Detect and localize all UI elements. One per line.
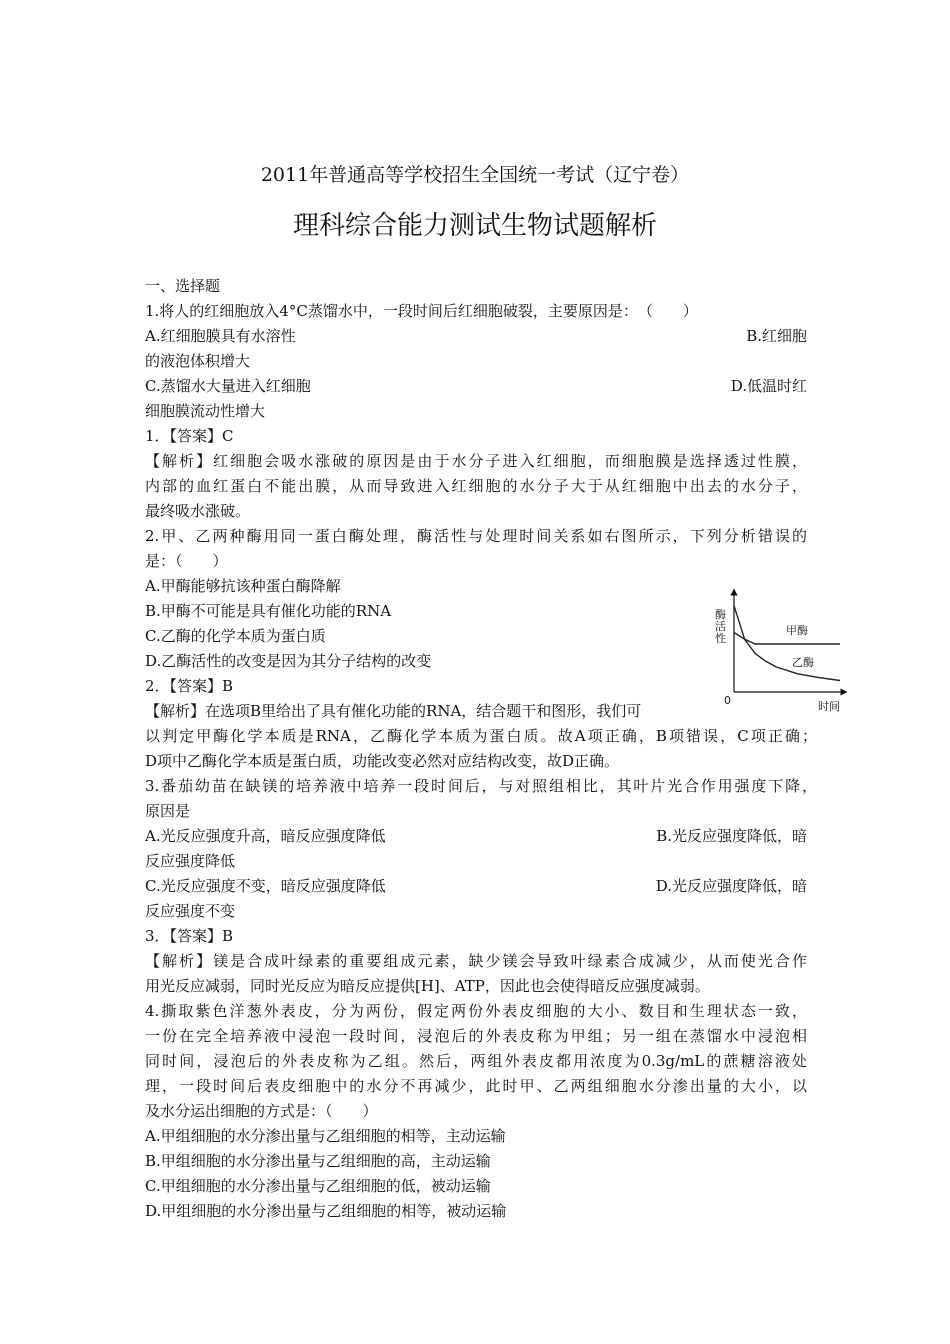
q1-explanation-line: 最终吸水涨破。 — [145, 502, 251, 520]
series-line-2 — [734, 606, 840, 681]
q1-options-cd — [145, 374, 807, 399]
q3-stem-cont: 原因是 — [145, 802, 191, 820]
exam-title: 2011年普通高等学校招生全国统一考试（辽宁卷） — [260, 164, 690, 186]
q1-option-b: B.红细胞 — [746, 327, 807, 345]
q3-explanation-line: 【解析】镁是合成叶绿素的重要组成元素，缺少镁会导致叶绿素合成减少，从而使光合作 — [145, 952, 807, 970]
q2-explanation-line: D项中乙酶化学本质是蛋白质，功能改变必然对应结构改变，故D正确。 — [145, 752, 620, 770]
q1-stem: 1.将人的红细胞放入4°C蒸馏水中，一段时间后红细胞破裂，主要原因是： （ ） — [145, 302, 698, 320]
q2-stem-cont: 是：（ ） — [145, 552, 228, 570]
q3-options-ab — [145, 824, 807, 849]
q3-option-d-cont: 反应强度不变 — [145, 902, 236, 920]
q2-option-d: D.乙酶活性的改变是因为其分子结构的改变 — [145, 652, 432, 670]
q3-stem: 3.番茄幼苗在缺镁的培养液中培养一段时间后，与对照组相比，其叶片光合作用强度下降， — [145, 777, 817, 795]
q1-option-d-cont: 细胞膜流动性增大 — [145, 402, 266, 420]
q4-stem-cont: 一份在完全培养液中浸泡一段时间，浸泡后的外表皮称为甲组；另一组在蒸馏水中浸泡相 — [145, 1027, 807, 1045]
q4-option-b: B.甲组细胞的水分渗出量与乙组细胞的高，主动运输 — [145, 1152, 491, 1170]
q1-answer: 1．【答案】C — [145, 427, 234, 445]
q4-stem-cont: 理，一段时间后表皮细胞中的水分不再减少，此时甲、乙两组细胞水分渗出量的大小，以 — [145, 1077, 807, 1095]
q2-explanation-line: 【解析】在选项B里给出了具有催化功能的RNA，结合题干和图形，我们可 — [145, 702, 642, 720]
q3-answer: 3．【答案】B — [145, 927, 234, 945]
q1-explanation-line: 内部的血红蛋白不能出膜，从而导致进入红细胞的水分子大于从红细胞中出去的水分子， — [145, 477, 807, 495]
q2-option-b: B.甲酶不可能是具有催化功能的RNA — [145, 602, 392, 620]
q3-explanation-line: 用光反应减弱，同时光反应为暗反应提供[H]、ATP，因此也会使得暗反应强度减弱。 — [145, 977, 710, 995]
q2-stem: 2.甲、乙两种酶用同一蛋白酶处理，酶活性与处理时间关系如右图所示，下列分析错误的 — [145, 527, 807, 545]
q3-option-b: B.光反应强度降低，暗 — [656, 827, 807, 845]
x-axis-label: 时间 — [818, 700, 840, 713]
q3-options-cd — [145, 874, 807, 899]
q4-option-d: D.甲组细胞的水分渗出量与乙组细胞的相等，被动运输 — [145, 1202, 507, 1220]
q4-stem-cont: 及水分运出细胞的方式是：（ ） — [145, 1102, 378, 1120]
q1-option-a: A.红细胞膜具有水溶性 — [145, 327, 296, 345]
origin-label: 0 — [724, 694, 731, 707]
series-label-2: 乙酶 — [792, 656, 814, 669]
q3-option-b-cont: 反应强度降低 — [145, 852, 236, 870]
q1-explanation-line: 【解析】红细胞会吸水涨破的原因是由于水分子进入红细胞，而细胞膜是选择透过性膜， — [145, 452, 807, 470]
q2-option-c: C.乙酶的化学本质为蛋白质 — [145, 627, 326, 645]
q3-option-d: D.光反应强度降低，暗 — [655, 877, 807, 895]
q4-stem: 4.撕取紫色洋葱外表皮，分为两份，假定两份外表皮细胞的大小、数目和生理状态一致， — [145, 1002, 807, 1020]
enzyme-activity-chart — [710, 588, 850, 716]
section-heading: 一、选择题 — [145, 277, 221, 295]
q3-option-c: C.光反应强度不变，暗反应强度降低 — [145, 877, 386, 895]
q3-option-a: A.光反应强度升高，暗反应强度降低 — [145, 827, 386, 845]
q1-option-c: C.蒸馏水大量进入红细胞 — [145, 377, 311, 395]
exam-subtitle: 理科综合能力测试生物试题解析 — [292, 211, 657, 241]
q1-options-ab — [145, 324, 807, 349]
q4-option-c: C.甲组细胞的水分渗出量与乙组细胞的低，被动运输 — [145, 1177, 491, 1195]
q1-option-d: D.低温时红 — [730, 377, 807, 395]
q4-option-a: A.甲组细胞的水分渗出量与乙组细胞的相等，主动运输 — [145, 1127, 506, 1145]
document-body — [145, 274, 817, 1224]
q2-explanation-line: 以判定甲酶化学本质是RNA，乙酶化学本质为蛋白质。故A项正确，B项错误，C项正确； — [145, 727, 817, 745]
q2-answer: 2．【答案】B — [145, 677, 234, 695]
q4-stem-cont: 同时间，浸泡后的外表皮称为乙组。然后，两组外表皮都用浓度为0.3g/mL的蔗糖溶液处 — [145, 1052, 807, 1070]
q1-option-b-cont: 的液泡体积增大 — [145, 352, 251, 370]
y-axis-label: 酶活性 — [715, 608, 726, 645]
series-label-1: 甲酶 — [786, 624, 808, 637]
q2-option-a: A.甲酶能够抗该种蛋白酶降解 — [145, 577, 341, 595]
